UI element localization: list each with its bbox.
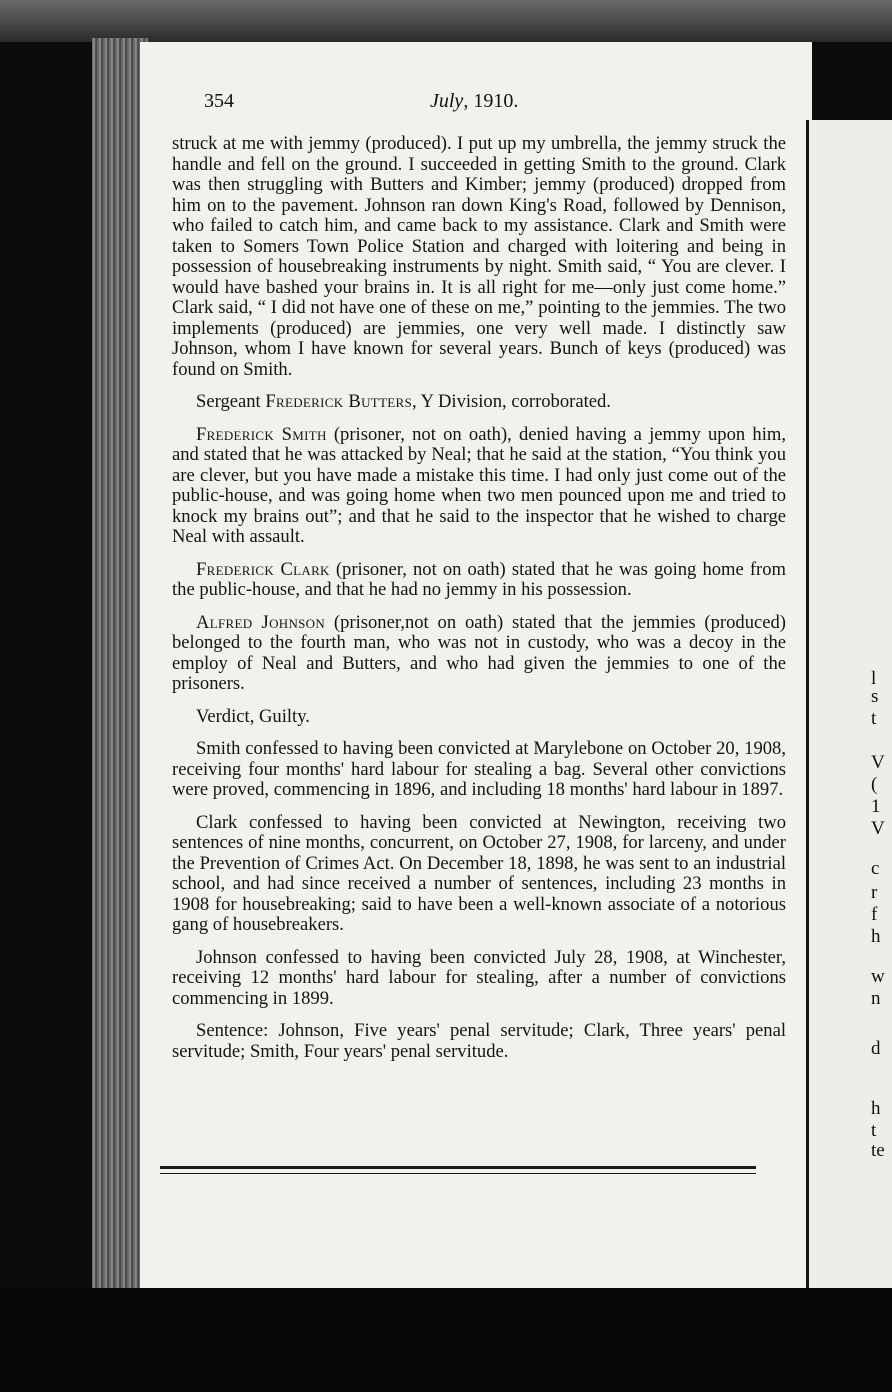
facing-page-fragment: te (871, 1140, 885, 1161)
paragraph-johnson-convictions: Johnson confessed to having been convicted July 28, 1908, at Winchester, receiving 12 months' hard labour for stealing, after a number of convictions commencing in 1899. (172, 946, 786, 1009)
facing-page-fragment: d (871, 1038, 881, 1059)
running-header-month: July (430, 90, 464, 112)
facing-page-fragment: r (871, 882, 878, 903)
paragraph-clark-statement (172, 560, 786, 601)
paragraph-text: , Y Division, corroborated. (411, 391, 611, 412)
paragraph-clark-convictions: Clark confessed to having been convicted at Newington, receiving two sentences of nine months, concurrent, on October 27, 1908, for larceny, and under the Prevention of Crimes Act. On December 18, 1898, he was sent to an industrial school, and had since received a number of sentences, including 23 months in 1908 for housebreaking; said to have been a well-known associate of a notorious gang of housebreakers. (172, 811, 786, 935)
scan-top-edge (0, 0, 892, 42)
facing-page-fragment: c (871, 858, 880, 879)
facing-page-fragment: s (871, 686, 879, 707)
paragraph-verdict: Verdict, Guilty. (196, 705, 310, 727)
paragraph-text: (prisoner,not on oath) stated that the jemmies (produced) belonged to the fourth man, who was not in custody, who was a decoy in the employ of Neal and Butters, and who had given the jemmies to one of the prisoners. (172, 611, 786, 694)
facing-page-fragment: w (871, 966, 885, 987)
paragraph-smith-convictions: Smith confessed to having been convicted at Marylebone on October 20, 1908, receiving four months' hard labour for stealing a bag. Several other convictions were proved, commencing in 1896, and including 18 months' hard labour in 1897. (172, 738, 786, 800)
facing-page-fragment: V (871, 818, 885, 839)
facing-page-fragment: h (871, 926, 881, 947)
paragraph-text: (prisoner, not on oath), denied having a jemmy upon him, and stated that he was attacked by Neal; that he said at the station, “You think you are clever, but you have made a mistake this time. I had only just come out of the public-house, and was going home when two men pounced upon me and tried to knock my brains out”; and that he said to the inspector that he wished to charge Neal with assault. (172, 423, 786, 547)
witness-name: Frederick Butters (265, 391, 412, 412)
paragraph-sentence: Sentence: Johnson, Five years' penal servitude; Clark, Three years' penal servitude; Smith, Four years' penal servitude. (172, 1020, 786, 1062)
page-number: 354 (204, 90, 234, 112)
prisoner-name: Alfred Johnson (196, 611, 326, 633)
facing-page-fragment: n (871, 988, 881, 1009)
facing-page-fragment: V (871, 752, 885, 773)
paragraph-smith-statement (172, 425, 786, 548)
end-rule-thick (160, 1166, 756, 1169)
prisoner-name: Frederick Smith (196, 423, 327, 445)
facing-page-fragment: ( (871, 774, 878, 795)
facing-page-fragment: l (871, 668, 877, 689)
paragraph-text: Sergeant (196, 391, 266, 412)
facing-page-fragment: f (871, 904, 878, 925)
paragraph-johnson-statement (172, 613, 786, 695)
running-header-year: , 1910. (463, 90, 519, 112)
scan-bottom-edge (0, 1288, 892, 1392)
facing-page-fragment: h (871, 1098, 881, 1119)
running-header (430, 90, 518, 113)
facing-page-fragment: t (871, 1120, 877, 1141)
paragraph-butters-corroboration (172, 392, 786, 413)
facing-page-edge (806, 120, 892, 1290)
facing-page-fragment: 1 (871, 796, 881, 817)
facing-page-fragment: t (871, 708, 877, 729)
end-rule-thin (160, 1173, 756, 1174)
page-body (172, 134, 786, 1074)
paragraph-text: (prisoner, not on oath) stated that he was going home from the public-house, and that he had no jemmy in his possession. (172, 558, 787, 600)
prisoner-name: Frederick Clark (196, 558, 330, 580)
paragraph-testimony-continued: struck at me with jemmy (produced). I put up my umbrella, the jemmy struck the handle and fell on the ground. I succeeded in getting Smith to the ground. Clark was then struggling with Butters and Kimber; jemmy (produced) dropped from him on to the pavement. Johnson ran down King's Road, followed by Dennison, who failed to catch him, and came back to my assistance. Clark and Smith were taken to Somers Town Police Station and charged with loitering and being in possession of housebreaking instruments by night. Smith said, “ You are clever. I would have bashed your brains in. It is all right for me—only just come home.” Clark said, “ I did not have one of these on me,” pointing to the jemmies. The two implements (produced) are jemmies, one very well made. I distinctly saw Johnson, whom I have known for several years. Bunch of keys (produced) was found on Smith. (172, 133, 786, 380)
